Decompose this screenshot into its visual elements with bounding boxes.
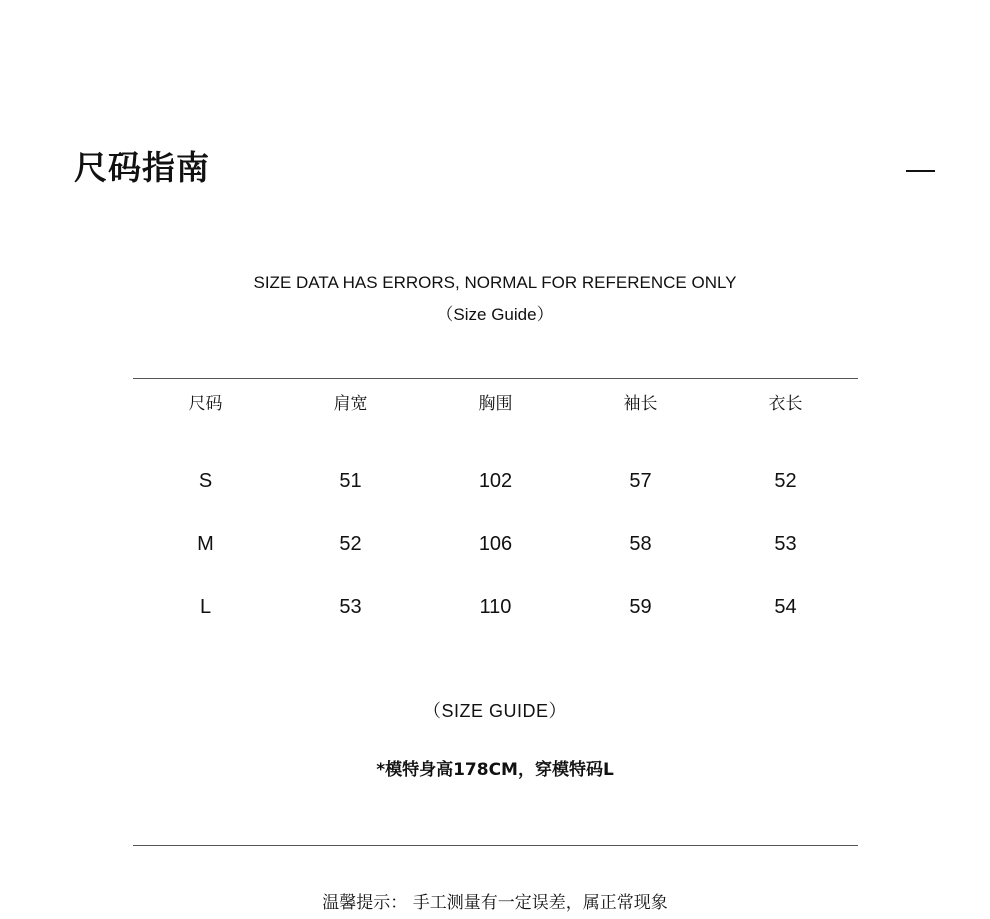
- size-guide-label: （SIZE GUIDE）: [422, 701, 567, 721]
- column-header: 尺码: [188, 394, 223, 414]
- model-note: *模特身高178CM，穿模特码L: [376, 760, 614, 780]
- table-cell: 52: [774, 470, 797, 492]
- column-header: 衣长: [768, 394, 803, 414]
- table-cell: 54: [774, 596, 797, 618]
- table-cell: 52: [339, 533, 362, 555]
- table-cell: 53: [774, 533, 797, 555]
- column-header: 袖长: [623, 394, 658, 414]
- table-cell: 53: [339, 596, 362, 618]
- minus-icon[interactable]: [906, 160, 936, 182]
- table-cell: 106: [478, 533, 513, 555]
- table-cell: 59: [629, 596, 652, 618]
- page-title: 尺码指南: [74, 148, 210, 187]
- table-header-row: [133, 379, 858, 429]
- table-body: [133, 450, 858, 639]
- table-cell: 110: [479, 596, 512, 618]
- table-row: [133, 513, 858, 576]
- table-cell: 57: [629, 470, 652, 492]
- notice-text: SIZE DATA HAS ERRORS, NORMAL FOR REFERENCE ONLY: [253, 273, 737, 292]
- table-cell: 58: [629, 533, 652, 555]
- table-cell: 51: [339, 470, 362, 492]
- size-table: [133, 379, 858, 639]
- divider-bottom: [133, 845, 858, 846]
- table-cell: S: [198, 470, 213, 492]
- measurement-tip: 温馨提示： 手工测量有一定误差，属正常现象: [322, 893, 668, 913]
- table-row: [133, 576, 858, 639]
- column-header: 肩宽: [333, 394, 368, 414]
- table-row: [133, 450, 858, 513]
- table-cell: L: [199, 596, 212, 618]
- column-header: 胸围: [478, 394, 513, 414]
- table-cell: M: [197, 533, 214, 555]
- notice-subtitle: （Size Guide）: [436, 305, 554, 324]
- table-cell: 102: [478, 470, 513, 492]
